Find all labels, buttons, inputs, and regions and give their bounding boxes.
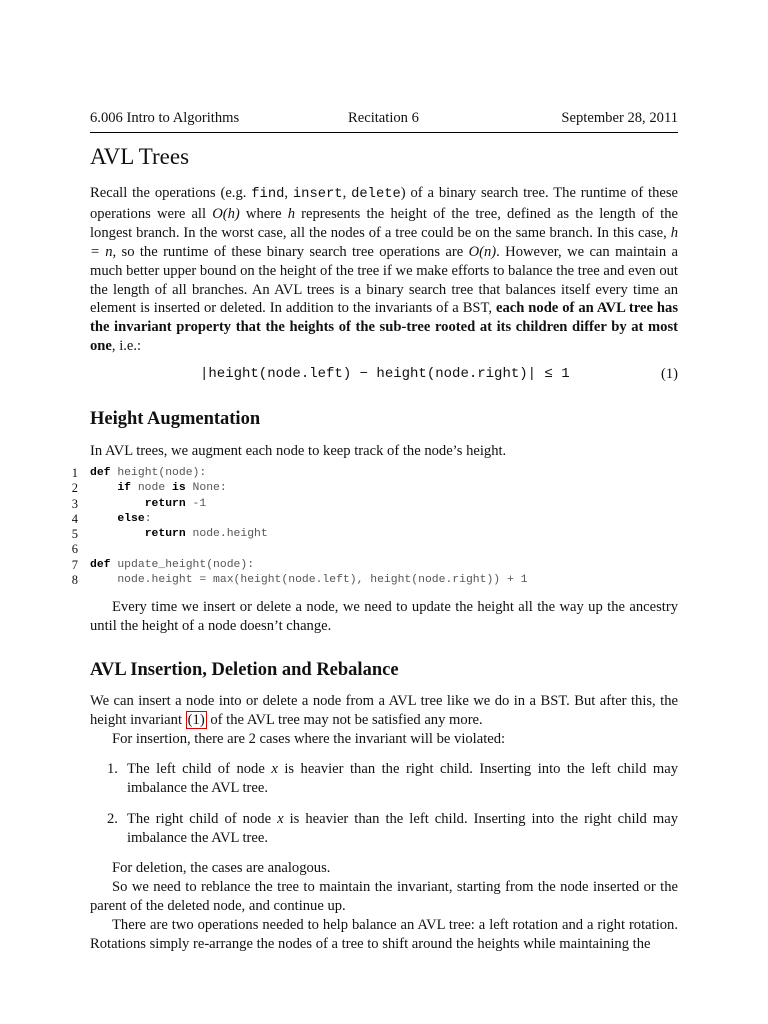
after-code-block — [90, 598, 678, 636]
avl-paragraph-rotations: There are two operations needed to help balance an AVL tree: a left rotation and a right rotation. Rotations simply re-arrange the nodes of a tree to shift around the heights while maintaining the — [90, 916, 678, 952]
height-section-intro: In AVL trees, we augment each node to keep track of the node’s height. — [90, 443, 507, 459]
math-h: h — [287, 205, 295, 222]
avl-section-body — [90, 692, 678, 749]
code-line: 7 def update_height(node): — [71, 557, 255, 572]
title-block — [90, 144, 678, 170]
avl-paragraph-1: We can insert a node into or delete a node from a AVL tree like we do in a BST. But after this, the height invariant (1) of the AVL tree may not be satisfied any more. — [90, 693, 678, 728]
code-line: 4 else: — [71, 511, 152, 526]
equation-number: (1) — [660, 366, 678, 382]
equation-row — [90, 366, 678, 386]
list-item: 1. The left child of node x is heavier than the right child. Inserting into the left child may imbalance the AVL tree. — [107, 761, 678, 796]
avl-paragraph-deletion: For deletion, the cases are analogous. — [112, 860, 331, 876]
code-line: 3 return -1 — [71, 496, 207, 511]
recitation-number: Recitation 6 — [348, 110, 419, 126]
code-line: 5 return node.height — [71, 527, 268, 542]
section-heading-avl-insertion: AVL Insertion, Deletion and Rebalance — [90, 660, 399, 680]
after-code-paragraph: Every time we insert or delete a node, we need to update the height all the way up the ancestry until the height of a node doesn’t change. — [90, 599, 678, 634]
intro-paragraph: Recall the operations (e.g. find, insert, delete) of a binary search tree. The runtime of these operations were all O(h) where h represents the height of the tree, defined as the length of the longest branch. In the worst case, all the nodes of a tree could be on the same branch. In this case, h = n, so the runtime of these binary search tree operations are O(n). However, we can maintain a much better upper bound on the height of the tree if we make efforts to balance the tree and even out the length of all branches. An AVL trees is a binary search tree that balances itself every time an element is inserted or deleted. In addition to the invariants of a BST, each node of an AVL tree has the invariant property that the heights of the sub-tree rooted at its children differ by at most one, i.e.: — [90, 185, 679, 355]
intro-paragraph-block — [90, 184, 678, 356]
avl-section-heading-block — [90, 660, 678, 681]
code-line: 8 node.height = max(height(node.left), height(node.right)) + 1 — [71, 573, 528, 588]
math-hn: h = n — [90, 224, 678, 260]
code-insert: insert — [292, 187, 343, 202]
code-line: 2 if node is None: — [71, 481, 227, 496]
code-find: find — [251, 187, 285, 202]
code-delete: delete — [351, 187, 401, 202]
height-section-heading-block — [90, 409, 678, 430]
height-section-intro-block — [90, 442, 678, 461]
math-on: O(n) — [468, 243, 497, 260]
list-item: 2. The right child of node x is heavier than the left child. Inserting into the right child may imbalance the AVL tree. — [107, 810, 679, 846]
code-line: 6 — [71, 542, 78, 557]
course-name: 6.006 Intro to Algorithms — [90, 110, 240, 126]
math-oh: O(h) — [212, 205, 240, 222]
avl-paragraph-2: For insertion, there are 2 cases where the invariant will be violated: — [112, 730, 506, 747]
code-line: 1 def height(node): — [71, 466, 207, 480]
avl-section-continued — [90, 859, 678, 954]
code-listing — [62, 466, 662, 588]
section-heading-height: Height Augmentation — [90, 409, 261, 429]
page-title: AVL Trees — [90, 144, 190, 169]
avl-invariant-equation: |height(node.left) − height(node.right)| ≤ 1 — [200, 366, 570, 382]
running-header — [90, 110, 678, 133]
insertion-cases-list — [90, 760, 678, 848]
invariant-statement: each node of an AVL tree has the invariant property that the heights of the sub-tree rooted at its children differ by at most one — [90, 300, 678, 355]
avl-paragraph-rebalance: So we need to reblance the tree to maintain the invariant, starting from the node inserted or the parent of the deleted node, and continue up. — [90, 878, 678, 914]
header-date: September 28, 2011 — [561, 110, 678, 126]
equation-reference-link[interactable]: (1) — [187, 711, 205, 728]
